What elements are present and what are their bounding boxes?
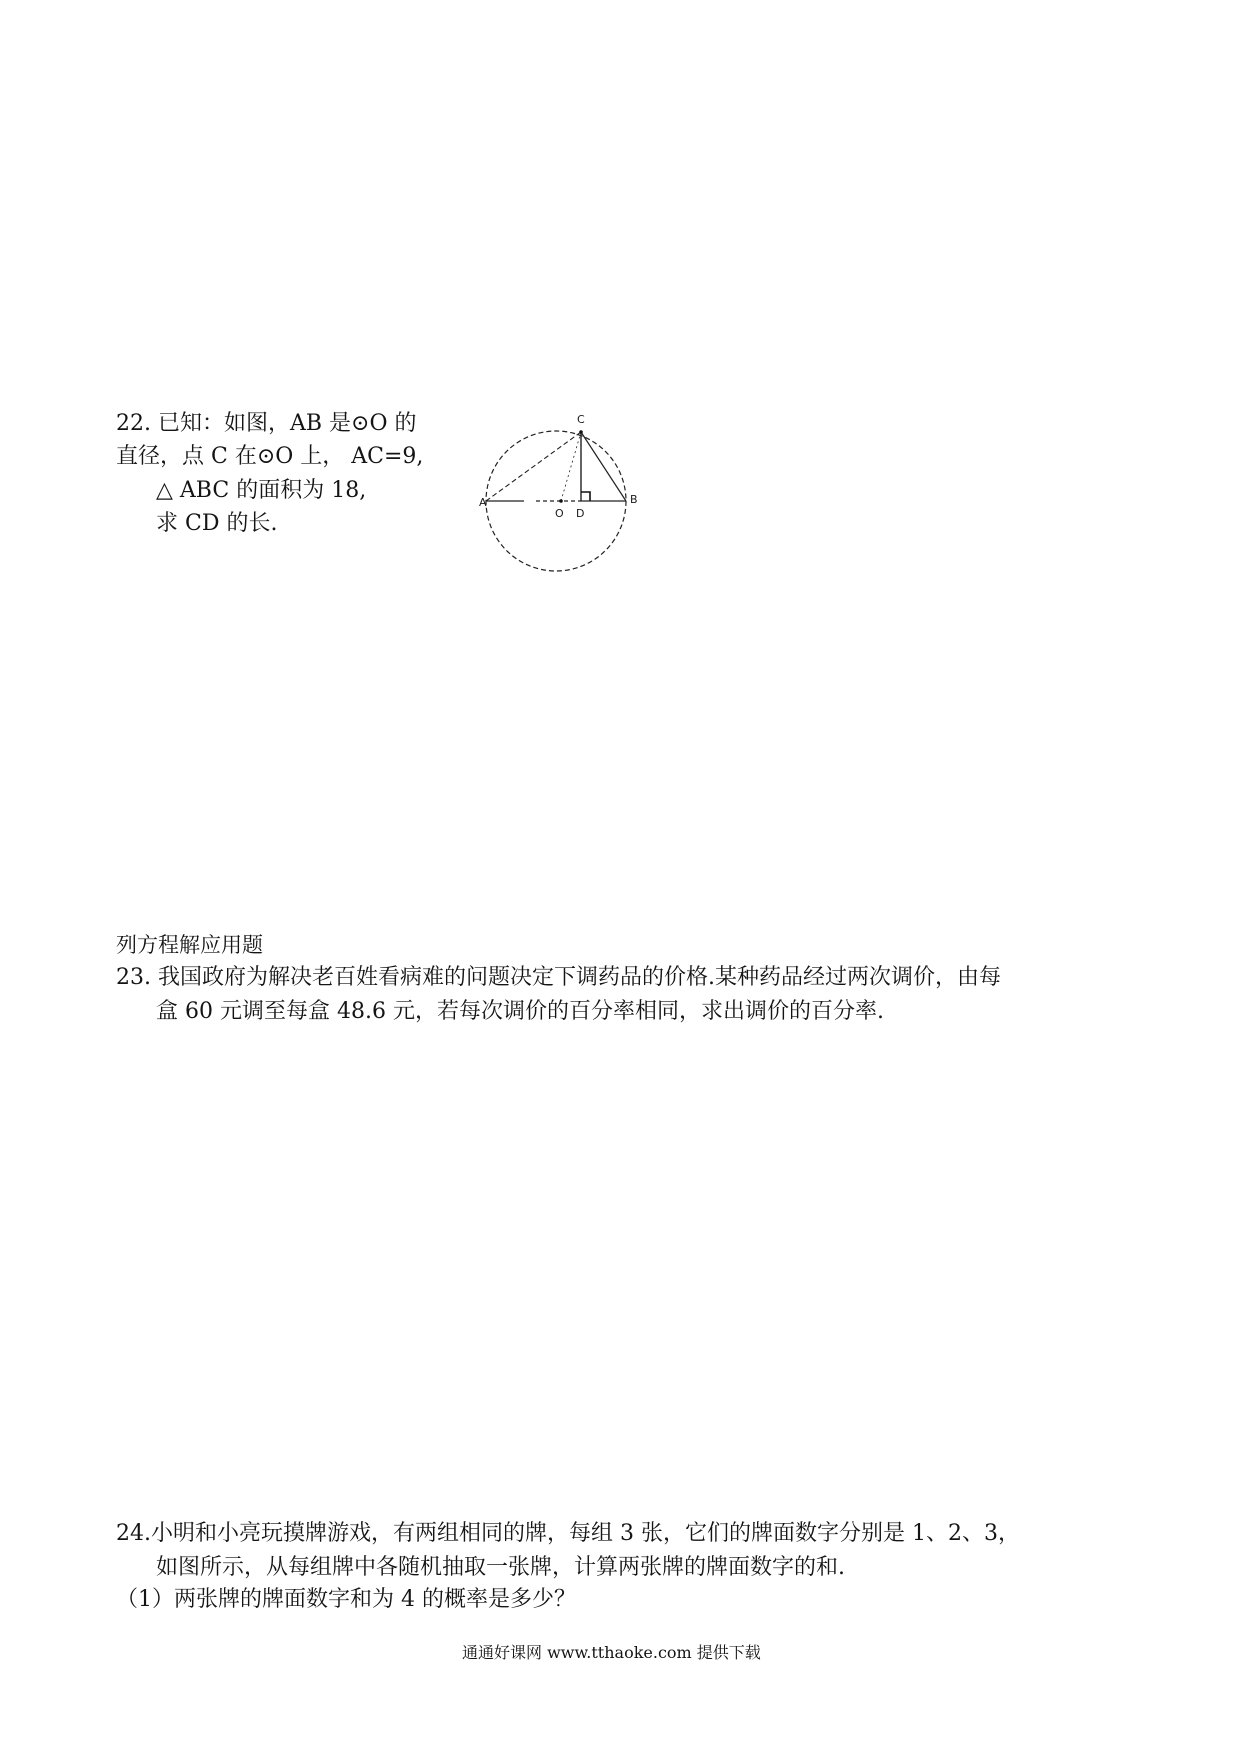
section-heading: 列方程解应用题 bbox=[116, 933, 263, 957]
point-c bbox=[579, 430, 583, 434]
q24-line-2: 如图所示，从每组牌中各随机抽取一张牌，计算两张牌的牌面数字的和. bbox=[156, 1555, 845, 1580]
segment-cb bbox=[581, 432, 626, 501]
q23-line-2: 盒 60 元调至每盒 48.6 元，若每次调价的百分率相同，求出调价的百分率. bbox=[156, 999, 884, 1024]
circle-geometry-figure bbox=[480, 412, 680, 582]
q22-line-2: 直径，点 C 在⊙O 上， AC=9, bbox=[116, 444, 424, 469]
q24-line-1: 24.小明和小亮玩摸牌游戏，有两组相同的牌，每组 3 张，它们的牌面数字分别是 1、2、3， bbox=[116, 1521, 1020, 1546]
q22-line-4: 求 CD 的长. bbox=[156, 511, 278, 536]
footer-source: 通通好课网 www.tthaoke.com 提供下载 bbox=[462, 1643, 761, 1662]
q22-line-1: 22. 已知：如图，AB 是⊙O 的 bbox=[116, 411, 417, 436]
label-c: C bbox=[577, 413, 585, 426]
q24-line-3: （1）两张牌的牌面数字和为 4 的概率是多少？ bbox=[116, 1587, 576, 1612]
label-o: O bbox=[555, 507, 564, 520]
label-d: D bbox=[576, 507, 585, 520]
q22-line-3: △ ABC 的面积为 18, bbox=[156, 478, 367, 503]
segment-ac bbox=[486, 432, 581, 501]
segment-oc bbox=[561, 432, 581, 501]
right-angle-mark bbox=[581, 492, 590, 501]
point-o bbox=[559, 499, 563, 503]
label-a: A bbox=[479, 496, 487, 509]
label-b: B bbox=[630, 493, 638, 506]
q23-line-1: 23. 我国政府为解决老百姓看病难的问题决定下调药品的价格.某种药品经过两次调价，由每 bbox=[116, 965, 1001, 990]
